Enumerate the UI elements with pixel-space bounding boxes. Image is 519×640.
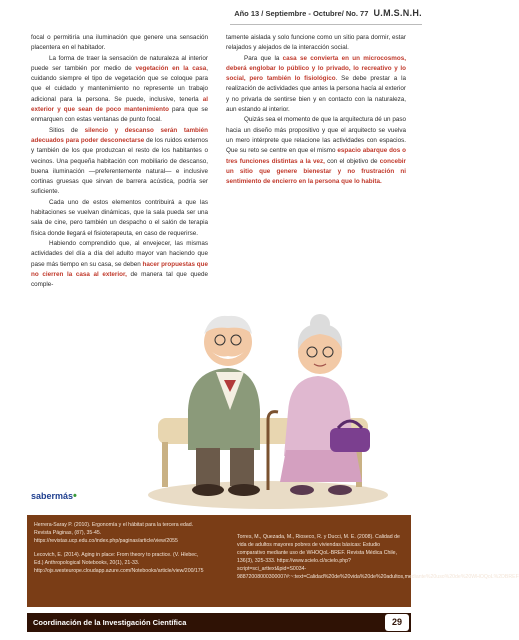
references-right [237, 533, 519, 587]
paragraph [31, 33, 208, 54]
page-header [230, 8, 422, 26]
text-run: Cada uno de estos elementos contribuirá a que las habitaciones se vuelvan dinámicas, que la sala pueda ser una sala de cine, pero también un despacho o el salón de terapia física donde llegará el fisioterapeuta, en caso de requerirse. [31, 198, 208, 237]
text-run: para que se enmarquen con estas ventanas de punto focal. [31, 106, 208, 124]
man-shoe [228, 484, 260, 496]
text-run: de los ruidos externos y también de los que produzcan el resto de los habitantes o vecinos. Una pequeña habitación con mobiliario de descanso, buena iluminación —preferentemente natural— e inclusive cortinas gruesas que sirvan de barrera acústica, podría ser suficiente. [31, 136, 208, 196]
header-divider [230, 24, 422, 25]
highlight-text: silencio y descanso serán también adecuados para poder desconectarse [31, 126, 208, 144]
highlight-text: casa se convierta en un microcosmos, deberá englobar lo público y lo privado, lo recreativo y lo social, pero también lo fisiológico [226, 54, 406, 83]
paragraph [31, 54, 208, 126]
sabermas-logo [31, 490, 77, 502]
right-text-column [226, 33, 406, 187]
text-run: . Se debe prestar a la realización de actividades que antes la persona hacía al exterior y no privarla de sentirse bien y en contacto con la naturaleza, aun estando al interior. [226, 75, 406, 114]
woman-shoe [328, 485, 352, 495]
logo-text: sabermás [31, 491, 74, 501]
highlight-text: hacer propuestas que no cierren la casa al exterior, [31, 260, 208, 278]
reference-item: Torres, M., Quezada, M., Rioseco, R. y Ducci, M. E. (2008). Calidad de vida de adultos mayores pobres de viviendas básicas: Estudio comparativo mediante uso de WHOQoL-BREF. Revista Médica Chile, 136(3), 325-333. https://www.scielo.cl/scielo.php?script=sci_arttext&pid=S0034-98872008000300007#:~:text=Calidad%20de%20vida%20de%20adultos,mediante%20uso%20de%20WHOQoL%2DBREF [237, 534, 519, 580]
man-leg [196, 448, 220, 486]
text-run: focal o permitiría una iluminación que genere una sensación placentera en el habitador. [31, 34, 208, 52]
header-text [234, 8, 422, 18]
reference-item: Lecovich, E. (2014). Aging in place: From theory to practice. (V. Hlebec, Ed.) Anthropological Notebooks, 20(1), 21-33. http://ojs.westeurope.cloudapp.azure.com/Notebooks/article/view/200/175 [34, 552, 204, 574]
paragraph [226, 33, 406, 54]
text-run: Para que la [244, 54, 283, 62]
highlight-text: vegetación en la casa [135, 64, 207, 72]
references-box [27, 515, 519, 607]
text-run: con el objetivo de [324, 157, 380, 165]
bench-leg [162, 442, 168, 487]
purse [330, 428, 370, 452]
text-run: Quizás sea el momento de que la arquitectura dé un paso hacia un diseño más propositivo y que el arquitecto se vuelva un mero intérprete que relacione las actividades con espacios. Que su reto se centre en que el mismo [226, 116, 406, 155]
woman-shoe [290, 485, 314, 495]
paragraph [226, 54, 406, 116]
text-run: , cuidando siempre el tipo de vegetación que se coloque para que el cuidado y mantenimiento no represente un trabajo adicional para la persona. Se puede, inclusive, tenerla [31, 64, 208, 103]
reference-item: Herrera-Saray P. (2010). Ergonomía y el hábitat para la tercera edad. Revista Páginas, (87), 35-45. https://revistas.ucp.edu.co/index.php/paginas/article/view/2055 [34, 522, 194, 544]
highlight-text: espacio abarque dos o tres funciones distintas a la vez, [226, 147, 406, 165]
man-shoe [192, 484, 224, 496]
text-run: de manera tal que quede comple- [31, 270, 208, 289]
man-leg [230, 448, 254, 486]
issue-label: Año 13 / Septiembre - Octubre/ No. 77 [234, 9, 369, 18]
text-run: tamente aislada y solo funcione como un sitio para dormir, estar relajados y alejados de la interacción social. [226, 34, 406, 52]
page-number: 29 [385, 614, 409, 631]
paragraph [226, 115, 406, 187]
highlight-text: al exterior y que sean de poco mantenimiento [31, 95, 208, 114]
institution-label: U.M.S.N.H. [373, 8, 422, 18]
paragraph [31, 239, 208, 290]
references-left [34, 521, 204, 581]
paragraph [31, 126, 208, 198]
footer-label: Coordinación de la Investigación Científica [33, 618, 187, 627]
woman-skirt [280, 450, 362, 482]
elderly-couple-illustration [118, 300, 406, 515]
left-text-column [31, 33, 208, 290]
paragraph [31, 198, 208, 239]
logo-dot-icon: • [73, 490, 77, 502]
text-run: La forma de traer la sensación de naturaleza al interior puede ser también por medio de [31, 54, 208, 72]
text-run: Sitios de [49, 126, 85, 134]
page-footer [27, 613, 411, 632]
highlight-text: concebir un sitio que genere bienestar y no frustración ni sentimiento de encierro en la persona que lo habita. [226, 157, 406, 186]
woman-hair-bun [310, 314, 330, 334]
text-run: Habiendo comprendido que, al envejecer, las mismas actividades del día a día del adulto mayor van haciendo que pase más tiempo en su casa, se deben [31, 239, 208, 268]
